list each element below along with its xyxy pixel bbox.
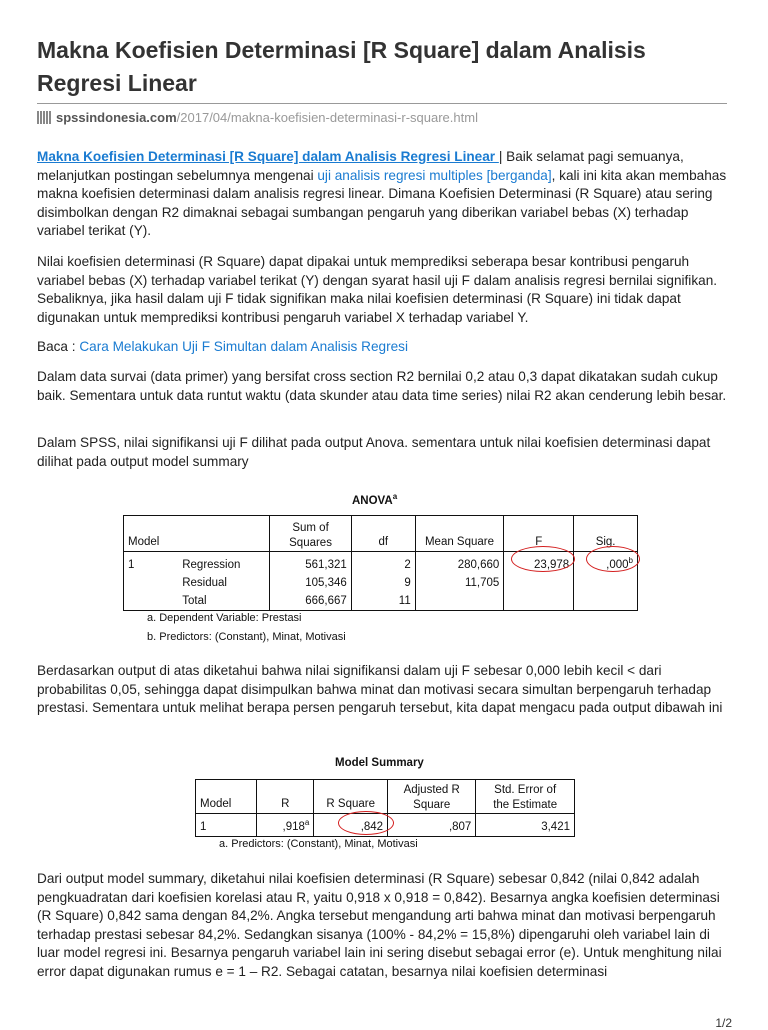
r-square-value: ,842 — [314, 814, 388, 837]
sig-value-highlight-circle — [586, 546, 640, 572]
anova-header-df: df — [351, 516, 415, 552]
source-domain: spssindonesia.com — [56, 110, 177, 125]
model-summary-caption: Model Summary — [335, 757, 424, 769]
paragraph-6: Dari output model summary, diketahui nilai koefisien determinasi (R Square) sebesar 0,842 (nilai 0,842 adalah pengkuadratan dari koefisien korelasi atau R, yaitu 0,918 x 0,918 = 0,842). Besarnya angka koefisien determinasi (R Square) 0,842 sama dengan 84,2%. Angka tersebut mengandung arti bahwa minat dan motivasi berpengaruh terhadap prestasi sebesar 84,2%. Sedangkan sisanya (100% - 84,2% = 15,8%) dipengaruhi oleh variabel lain di luar model regresi ini. Besarnya pengaruh variabel lain ini sering disebut sebagai error (e). Untuk menghitung nilai error dapat digunakan rumus e = 1 – R2. Sebagai catatan, besarnya nilai koefisien determinasi — [37, 871, 722, 979]
table-row: Residual 105,346 9 11,705 — [124, 574, 638, 592]
anova-sig-value: ,000$^b$ — [574, 552, 638, 574]
model-summary-notes: a. Predictors: (Constant), Minat, Motivasi — [219, 838, 418, 850]
paragraph-2: Nilai koefisien determinasi (R Square) dapat dipakai untuk memprediksi seberapa besar kontribusi pengaruh variabel bebas (X) terhadap variabel terikat (Y) dengan syarat hasil uji F dalam analisis regresi bernilai signifikan. Sebaliknya, jika hasil dalam uji F tidak signifikan maka nilai koefisien determinasi (R Square) ini tidak dapat digunakan untuk memprediksi kontribusi pengaruh variabel X terhadap variabel Y. — [37, 254, 718, 325]
anova-notes: a. Dependent Variable: Prestasi b. Predictors: (Constant), Minat, Motivasi — [147, 612, 346, 643]
paragraph-5: Berdasarkan output di atas diketahui bahwa nilai signifikansi dalam uji F sebesar 0,000 lebih kecil < dari probabilitas 0,05, sehingga dapat disimpulkan bahwa minat dan motivasi secara simultan berpengaruh terhadap prestasi. Sementara untuk melihat berapa persen pengaruh tersebut, kita dapat mengacu pada output dibawah ini — [37, 663, 723, 716]
model-summary-output — [37, 755, 727, 860]
table-row: 1 ,918$^a$ ,842 ,807 3,421 — [196, 814, 575, 837]
anova-header-ms: Mean Square — [415, 516, 504, 552]
regression-link[interactable]: uji analisis regresi multiples [berganda] — [317, 167, 552, 183]
anova-header-sig: Sig. — [574, 516, 638, 552]
intro-paragraph — [37, 148, 727, 241]
site-logo-icon — [37, 111, 52, 127]
paragraph-3: Dalam data survai (data primer) yang bersifat cross section R2 bernilai 0,2 atau 0,3 dapat dikatakan sudah cukup baik. Sementara untuk data runtut waktu (data skunder atau data time series) nilai R2 akan cenderung lebih besar. — [37, 369, 727, 403]
baca-line — [37, 338, 727, 357]
intro-text-1: | Baik selamat pagi semuanya, melanjutkan postingan sebelumnya mengenai — [37, 149, 684, 183]
baca-label: Baca : — [37, 339, 80, 354]
intro-text-2: , kali ini kita akan membahas makna koefisien determinasi dalam analisis regresi linear. Dimana Koefisien Determinasi (R Square) atau sering disimbolkan dengan R2 dimaknai sebagai sumbangan pengaruh yang diberikan variabel bebas (X) terhadap variabel terikat (Y). — [37, 167, 727, 239]
anova-header-model: Model — [128, 536, 160, 548]
anova-caption: ANOVA$^a$ — [352, 492, 398, 507]
model-summary-table: Model R R Square Adjusted R Square Std. Error of the Estimate 1 ,918$^a$ ,842 ,807 3,421 — [195, 779, 575, 837]
anova-f-value: 23,978 — [504, 552, 574, 574]
anova-output — [37, 488, 727, 648]
table-row: Total 666,667 11 — [124, 592, 638, 611]
source-line — [37, 110, 478, 127]
page-title: Makna Koefisien Determinasi [R Square] dalam Analisis Regresi Linear — [37, 37, 646, 96]
baca-link[interactable]: Cara Melakukan Uji F Simultan dalam Analisis Regresi — [79, 339, 408, 354]
title-divider — [37, 103, 727, 104]
r-square-highlight-circle — [338, 811, 394, 835]
paragraph-4: Dalam SPSS, nilai signifikansi uji F dilihat pada output Anova. sementara untuk nilai koefisien determinasi dapat dilihat pada output model summary — [37, 435, 711, 469]
source-path: /2017/04/makna-koefisien-determinasi-r-square.html — [176, 110, 478, 125]
page-number: 1/2 — [715, 1016, 732, 1030]
table-row: 1 Regression 561,321 2 280,660 23,978 ,000$^b$ — [124, 552, 638, 574]
f-value-highlight-circle — [511, 546, 575, 572]
anova-header-f: F — [504, 516, 574, 552]
anova-header-ss: Sum of Squares — [270, 516, 352, 552]
title-link[interactable]: Makna Koefisien Determinasi [R Square] dalam Analisis Regresi Linear — [37, 149, 499, 164]
